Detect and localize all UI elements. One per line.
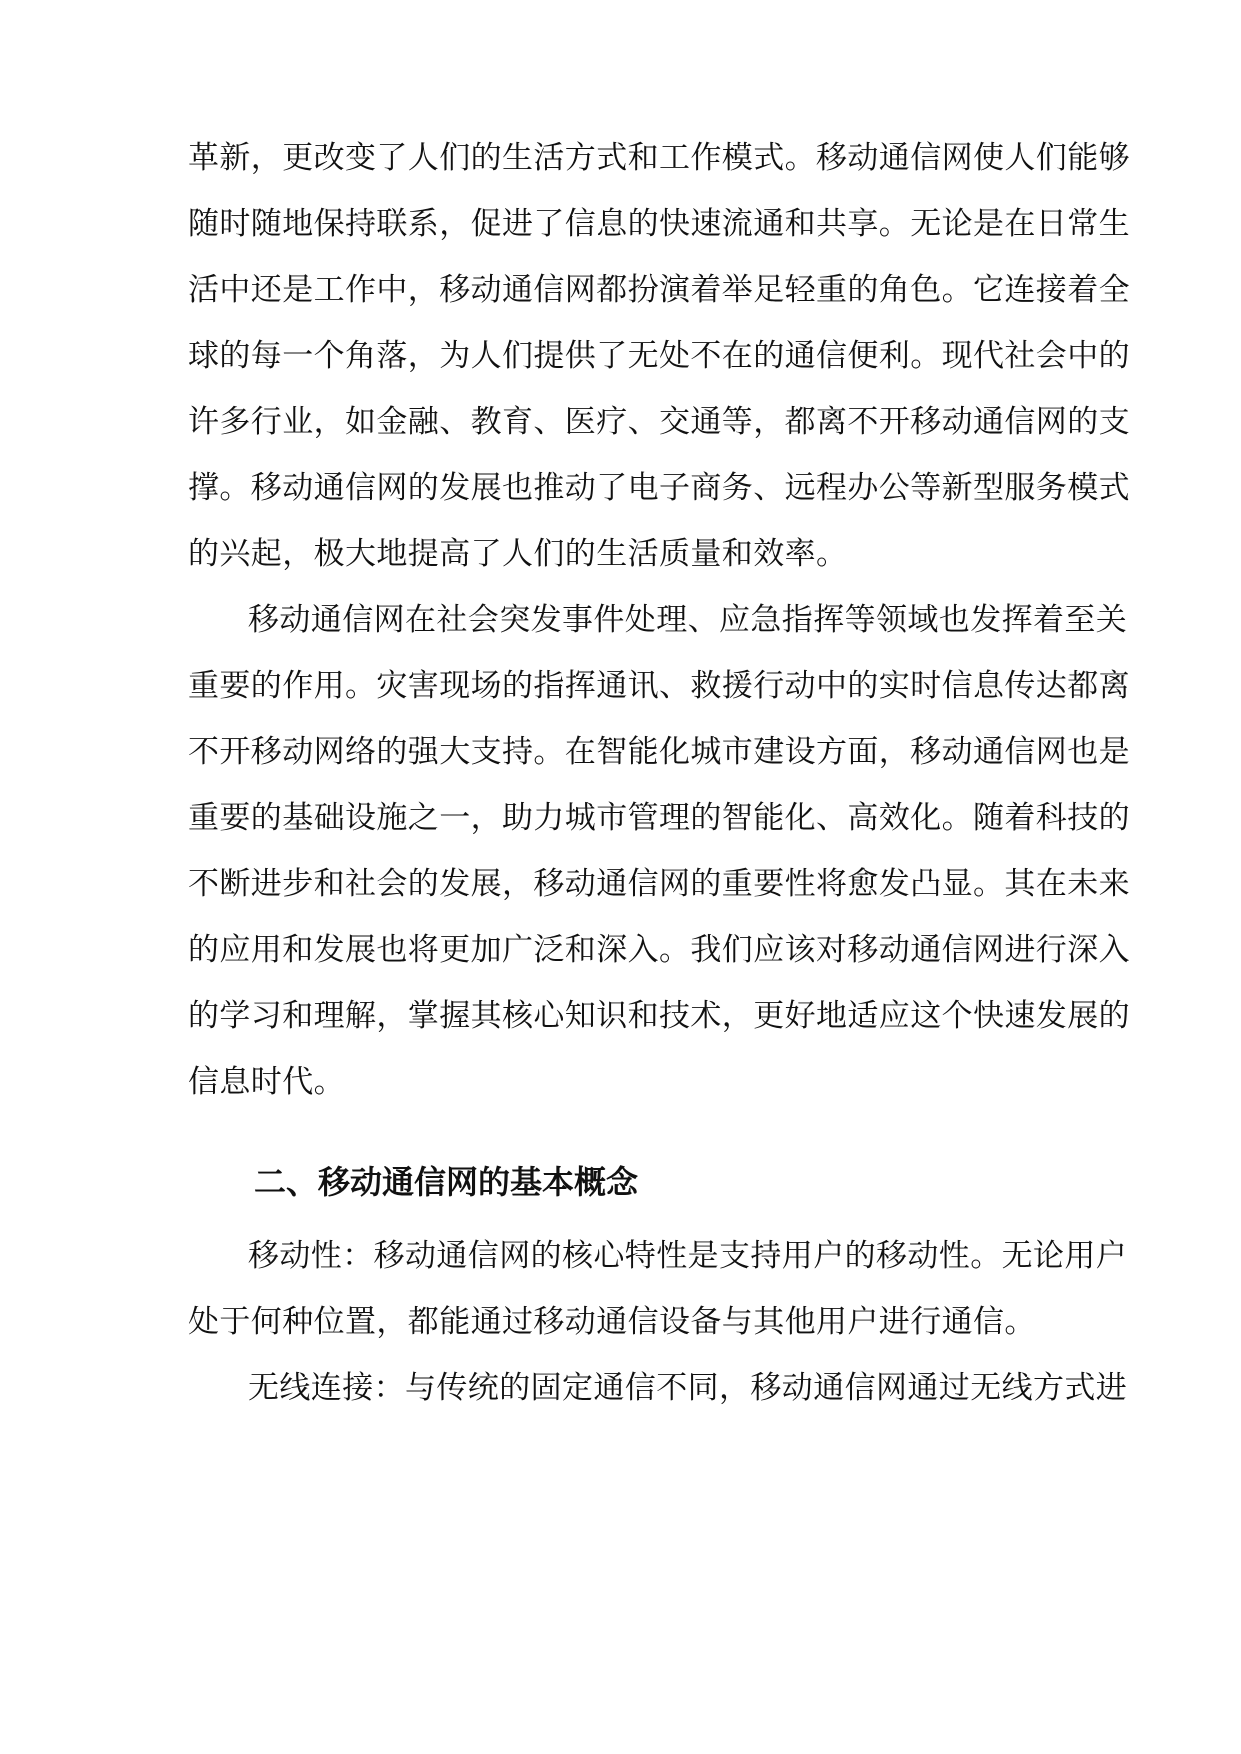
- paragraph-3-line-1: 移动性：移动通信网的核心特性是支持用户的移动性。无论用户: [248, 1238, 1128, 1274]
- paragraph-1-line-2: 随时随地保持联系，促进了信息的快速流通和共享。无论是在日常生: [188, 206, 1130, 242]
- section-heading: 二、移动通信网的基本概念: [254, 1163, 639, 1201]
- paragraph-3-line-2: 处于何种位置，都能通过移动通信设备与其他用户进行通信。: [188, 1304, 1036, 1340]
- paragraph-1-line-1: 革新，更改变了人们的生活方式和工作模式。移动通信网使人们能够: [188, 140, 1130, 176]
- paragraph-1-line-4: 球的每一个角落，为人们提供了无处不在的通信便利。现代社会中的: [188, 338, 1130, 374]
- paragraph-2-line-4: 重要的基础设施之一，助力城市管理的智能化、高效化。随着科技的: [188, 800, 1130, 836]
- paragraph-2-line-6: 的应用和发展也将更加广泛和深入。我们应该对移动通信网进行深入: [188, 932, 1130, 968]
- paragraph-2-line-5: 不断进步和社会的发展，移动通信网的重要性将愈发凸显。其在未来: [188, 866, 1130, 902]
- paragraph-1-line-3: 活中还是工作中，移动通信网都扮演着举足轻重的角色。它连接着全: [188, 272, 1130, 308]
- paragraph-2-line-8: 信息时代。: [188, 1064, 345, 1100]
- paragraph-1-line-7: 的兴起，极大地提高了人们的生活质量和效率。: [188, 536, 848, 572]
- paragraph-4-line-1: 无线连接：与传统的固定通信不同，移动通信网通过无线方式进: [248, 1370, 1128, 1406]
- paragraph-2-line-2: 重要的作用。灾害现场的指挥通讯、救援行动中的实时信息传达都离: [188, 668, 1130, 704]
- paragraph-1-line-5: 许多行业，如金融、教育、医疗、交通等，都离不开移动通信网的支: [188, 404, 1130, 440]
- paragraph-1-line-6: 撑。移动通信网的发展也推动了电子商务、远程办公等新型服务模式: [188, 470, 1130, 506]
- paragraph-2-line-3: 不开移动网络的强大支持。在智能化城市建设方面，移动通信网也是: [188, 734, 1130, 770]
- paragraph-2-line-1: 移动通信网在社会突发事件处理、应急指挥等领域也发挥着至关: [248, 602, 1128, 638]
- paragraph-2-line-7: 的学习和理解，掌握其核心知识和技术，更好地适应这个快速发展的: [188, 998, 1130, 1034]
